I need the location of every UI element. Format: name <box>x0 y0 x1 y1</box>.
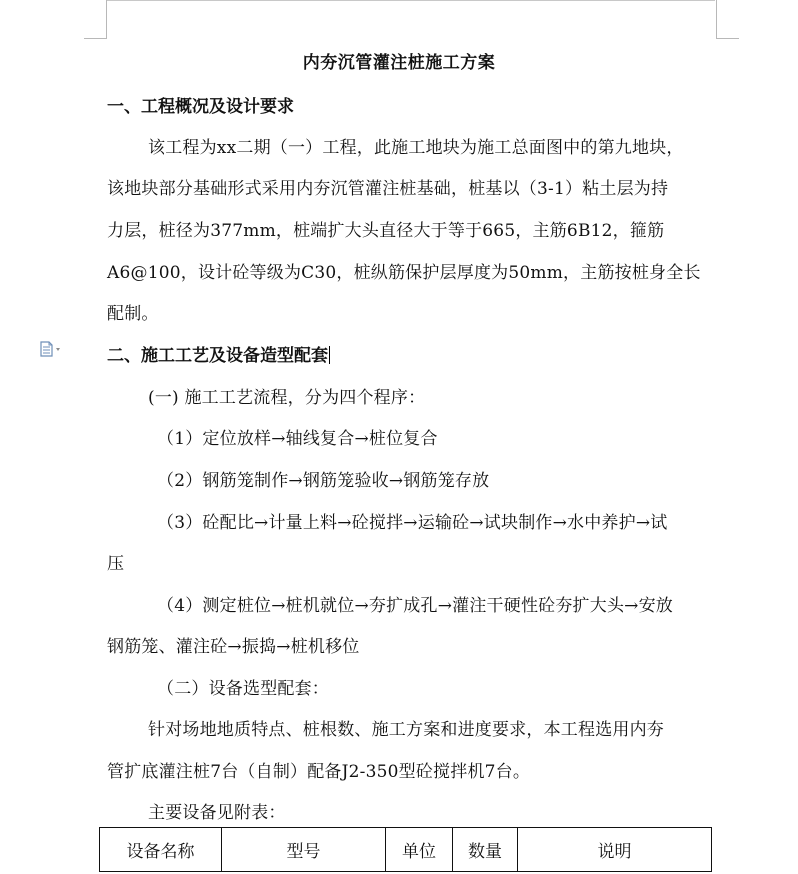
corner-mark-top-right <box>716 0 739 39</box>
body-line: 力层，桩径为377mm，桩端扩大头直径大于等于665，主筋6B12，箍筋 <box>107 221 665 241</box>
body-line: 管扩底灌注桩7台（自制）配备J2-350型砼搅拌机7台。 <box>107 762 531 782</box>
body-line: 该地块部分基础形式采用内夯沉管灌注桩基础，桩基以（3-1）粘土层为持 <box>107 179 669 199</box>
text-cursor <box>329 346 330 364</box>
body-line: 该工程为xx二期（一）工程，此施工地块为施工总面图中的第九地块， <box>148 138 684 158</box>
table-header-cell: 设备名称 <box>100 828 222 872</box>
table-header-row <box>100 828 712 872</box>
table-header-cell: 单位 <box>386 828 453 872</box>
body-line: A6@100，设计砼等级为C30，桩纵筋保护层厚度为50mm，主筋按桩身全长 <box>107 263 701 283</box>
body-line: 针对场地地质特点、桩根数、施工方案和进度要求，本工程选用内夯 <box>148 720 664 740</box>
subsection-heading: （二）设备选型配套： <box>157 679 329 699</box>
corner-mark-top-left <box>84 0 107 39</box>
body-line: 配制。 <box>107 304 159 324</box>
section-heading-2-text: 二、施工工艺及设备造型配套 <box>107 346 328 366</box>
table-intro: 主要设备见附表： <box>148 803 286 823</box>
table-header-cell: 数量 <box>453 828 518 872</box>
subsection-heading: (一) 施工工艺流程，分为四个程序： <box>148 388 426 408</box>
table-header-cell: 型号 <box>222 828 386 872</box>
process-step: （2）钢筋笼制作→钢筋笼验收→钢筋笼存放 <box>157 471 490 491</box>
process-step: （3）砼配比→计量上料→砼搅拌→运输砼→试块制作→水中养护→试 <box>157 513 668 533</box>
section-heading-2[interactable] <box>107 341 330 366</box>
process-step-continued: 钢筋笼、灌注砼→振捣→桩机移位 <box>107 637 360 657</box>
process-step: （4）测定桩位→桩机就位→夯扩成孔→灌注干硬性砼夯扩大头→安放 <box>157 596 673 616</box>
section-heading-1: 一、工程概况及设计要求 <box>107 97 294 117</box>
page-top-border <box>107 0 715 1</box>
equipment-table <box>99 827 712 872</box>
process-step: （1）定位放样→轴线复合→桩位复合 <box>157 429 438 449</box>
table-header-cell: 说明 <box>518 828 712 872</box>
document-title: 内夯沉管灌注桩施工方案 <box>302 53 496 73</box>
document-dropdown-icon[interactable] <box>40 341 62 357</box>
process-step-continued: 压 <box>107 554 125 574</box>
